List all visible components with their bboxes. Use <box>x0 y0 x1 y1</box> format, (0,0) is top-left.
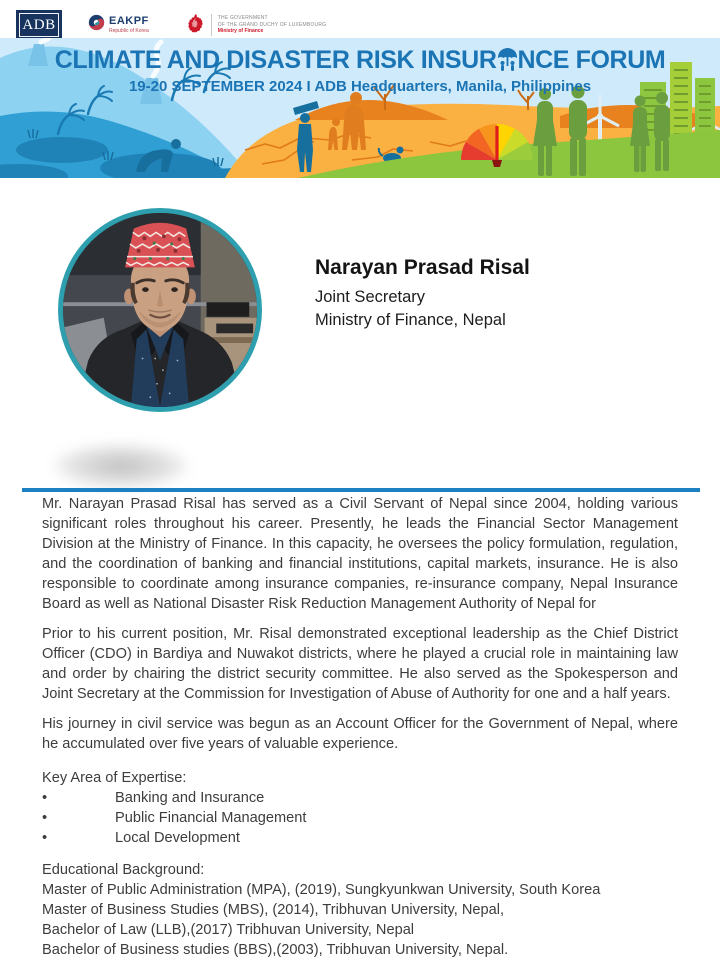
luxembourg-logo <box>187 12 326 39</box>
education-item-3: Bachelor of Law (LLB),(2017) Tribhuvan University, Nepal <box>42 922 415 938</box>
header-logos <box>16 8 326 42</box>
expertise-item-3: Local Development <box>115 830 240 846</box>
list-item <box>42 808 678 828</box>
luxembourg-lion-icon <box>187 12 205 39</box>
logo-divider <box>211 14 212 36</box>
bio-section <box>42 494 678 960</box>
bio-paragraph-2: Prior to his current position, Mr. Risal demonstrated exceptional leadership as the Chief District Officer (CDO) in Bardiya and Nuwakot districts, where he played a crucial role in maintaining law and order by chairing the district security committee. He also served as the Spokesperson and Joint Secretary at the Commission for Investigation of Abuse of Authority for one and a half years. <box>42 626 678 702</box>
event-title-part1: CLIMATE AND DISASTER RISK INSUR <box>54 46 497 74</box>
bio-paragraph-1: Mr. Narayan Prasad Risal has served as a Civil Servant of Nepal since 2004, holding various significant roles throughout his career. Presently, he leads the Financial Sector Management Division at the Ministry of Finance. In this capacity, he oversees the policy formulation, regulation, and the coordination of banking and financial institutions, capital markets, insurance. He is also responsible to coordinate among insurance companies, re-insurance company, Nepal Insurance Board as well as National Disaster Risk Reduction Management Authority of Nepal for <box>42 496 678 612</box>
bio-paragraph-3: His journey in civil service was begun as an Account Officer for the Government of Nepal, where he accumulated over five years of valuable experience. <box>42 716 678 752</box>
event-subtitle: 19-20 SEPTEMBER 2024 I ADB Headquarters, Manila, Philippines <box>128 78 592 95</box>
eakpf-taegeuk-icon <box>88 14 105 36</box>
adb-logo <box>16 10 62 40</box>
lux-ministry-line: Ministry of Finance <box>217 28 264 35</box>
photo-shadow <box>52 443 190 489</box>
expertise-item-1: Banking and Insurance <box>115 790 265 806</box>
education-list <box>42 880 678 960</box>
education-heading: Educational Background: <box>42 862 205 878</box>
speaker-title: Joint Secretary <box>315 288 426 306</box>
event-title <box>0 46 720 75</box>
eakpf-logo-text: EAKPF <box>109 15 149 27</box>
bullet-icon: • <box>42 830 48 846</box>
expertise-heading: Key Area of Expertise: <box>42 770 187 786</box>
bullet-icon: • <box>42 790 48 806</box>
dhaka-topi-hat <box>125 223 195 268</box>
expertise-list <box>42 788 678 848</box>
education-item-2: Master of Business Studies (MBS), (2014), Tribhuvan University, Nepal, <box>42 902 505 918</box>
separator-line <box>22 488 700 492</box>
bullet-icon: • <box>42 810 48 826</box>
speaker-organization: Ministry of Finance, Nepal <box>315 311 506 329</box>
profile-photo <box>58 208 262 412</box>
eakpf-logo <box>88 14 149 36</box>
expertise-item-2: Public Financial Management <box>115 810 307 826</box>
eakpf-logo-subtitle: Republic of Korea <box>109 28 149 34</box>
speaker-info <box>315 256 530 332</box>
education-item-1: Master of Public Administration (MPA), (2019), Sungkyunkwan University, South Korea <box>42 882 601 898</box>
adb-logo-text: ADB <box>22 16 56 33</box>
profile-portrait <box>63 213 257 407</box>
list-item <box>42 828 678 848</box>
umbrella-a-icon <box>497 47 518 71</box>
education-item-4: Bachelor of Business studies (BBS),(2003), Tribhuvan University, Nepal. <box>42 942 509 958</box>
list-item <box>42 788 678 808</box>
event-banner <box>0 38 720 178</box>
lux-gov-line2: OF THE GRAND DUCHY OF LUXEMBOURG <box>217 21 327 28</box>
speaker-name: Narayan Prasad Risal <box>315 256 530 279</box>
lux-gov-line1: THE GOVERNMENT <box>217 14 268 21</box>
event-title-part2: NCE FORUM <box>517 46 666 74</box>
